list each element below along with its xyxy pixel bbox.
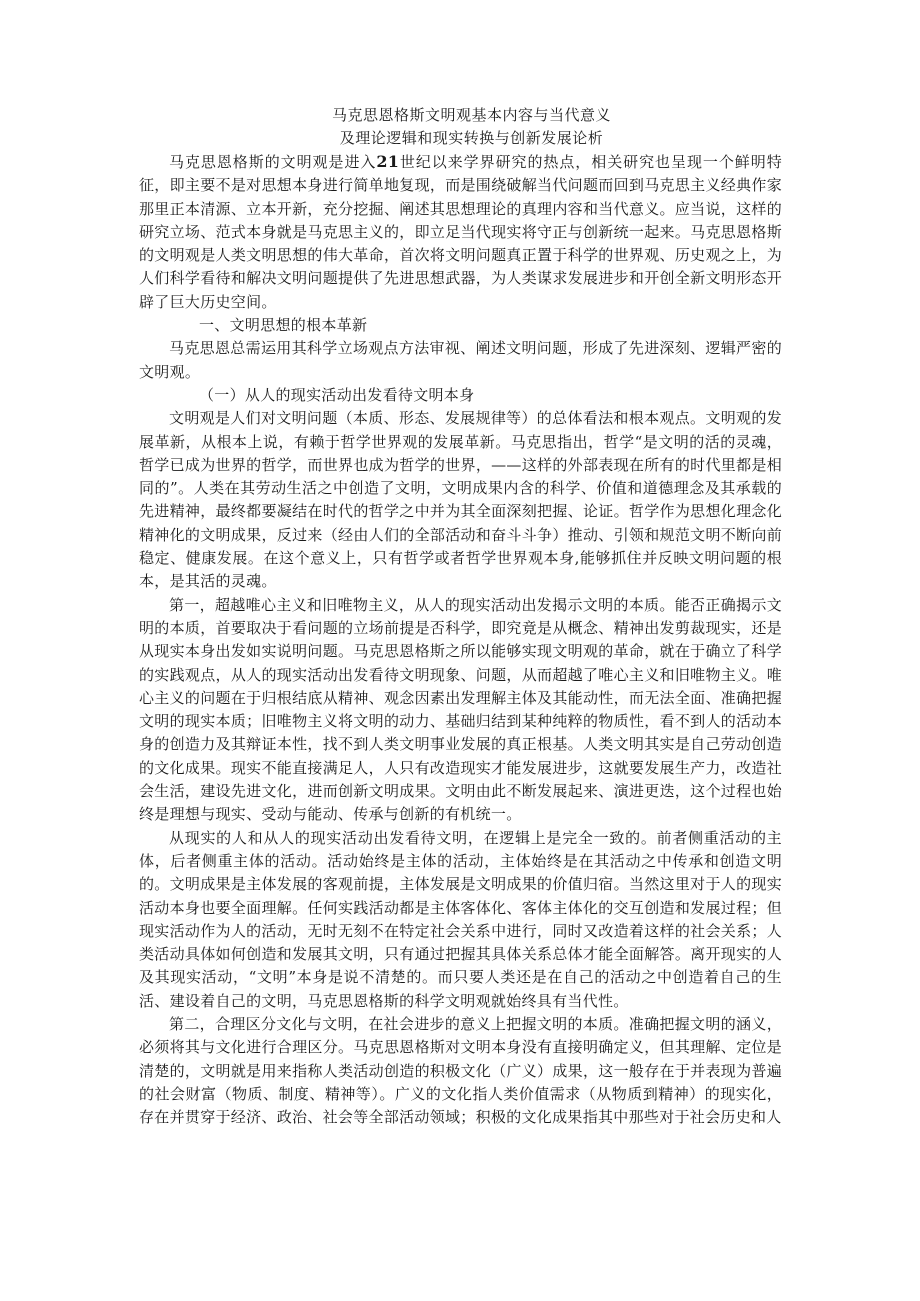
intro-text-part2: 世纪以来学界研究的热点，相关研究也呈现一个鲜明特征，即主要不是对思想本身进行简单地复现，而是围绕破解当代问题而回到马克思主义经典作家那里正本清源、立本开新，充分挖掘、阐述其思想理论的真理内容和当代意义。应当说，这样的研究立场、范式本身就是马克思主义的，即立足当代现实将守正与创新统一起来。马克思恩格斯的文明观是人类文明思想的伟大革命，首次将文明问题真正置于科学的世界观、历史观之上，为人们科学看待和解决文明问题提供了先进思想武器，为人类谋求发展进步和开创全新文明形态开辟了巨大历史空间。 <box>139 153 782 311</box>
section-heading-1: 一、文明思想的根本革新 <box>199 316 368 335</box>
document-title-line1: 马克思恩格斯文明观基本内容与当代意义 <box>331 106 611 124</box>
paragraph-3: 第一，超越唯心主义和旧唯物主义，从人的现实活动出发揭示文明的本质。能否正确揭示文明的本质，首要取决于看问题的立场前提是否科学，即究竟是从概念、精神出发剪裁现实，还是从现实本身出发如实说明问题。马克思恩格斯之所以能够实现文明观的革命，就在于确立了科学的实践观点，从人的现实活动出发看待文明现象、问题，从而超越了唯心主义和旧唯物主义。唯心主义的问题在于归根结底从精神、观念因素出发理解主体及其能动性，而无法全面、准确把握文明的现实本质；旧唯物主义将文明的动力、基础归结到某种纯粹的物质性，看不到人的活动本身的创造力及其辩证本性，找不到人类文明事业发展的真正根基。人类文明其实是自己劳动创造的文化成果。现实不能直接满足人，人只有改造现实才能发展进步，这就要发展生产力，改造社会生活，建设先进文化，进而创新文明成果。文明由此不断发展起来、演进更迭，这个过程也始终是理想与现实、受动与能动、传承与创新的有机统一。 <box>139 595 782 824</box>
paragraph-1: 马克思恩总需运用其科学立场观点方法审视、阐述文明问题，形成了先进深刻、逻辑严密的文明观。 <box>139 339 782 381</box>
document-title-line2: 及理论逻辑和现实转换与创新发展论析 <box>339 129 604 147</box>
paragraph-5: 第二，合理区分文化与文明，在社会进步的意义上把握文明的本质。准确把握文明的涵义，必须将其与文化进行合理区分。马克思恩格斯对文明本身没有直接明确定义，但其理解、定位是清楚的，文明就是用来指称人类活动创造的积极文化（广义）成果，这一般存在于并表现为普遍的社会财富（物质、制度、精神等）。广义的文化指人类价值需求（从物质到精神）的现实化，存在并贯穿于经济、政治、社会等全部活动领域；积极的文化成果指其中那些对于社会历史和人 <box>139 1014 782 1127</box>
paragraph-2: 文明观是人们对文明问题（本质、形态、发展规律等）的总体看法和根本观点。文明观的发展革新，从根本上说，有赖于哲学世界观的发展革新。马克思指出，哲学“是文明的活的灵魂，哲学已成为世界的哲学，而世界也成为哲学的世界，——这样的外部表现在所有的时代里都是相同的”。人类在其劳动生活之中创造了文明，文明成果内含的科学、价值和道德理念及其承载的先进精神，最终都要凝结在时代的哲学之中并为其全面深刻把握、论证。哲学作为思想化理念化精神化的文明成果，反过来（经由人们的全部活动和奋斗斗争）推动、引领和规范文明不断向前稳定、健康发展。在这个意义上，只有哲学或者哲学世界观本身,能够抓住并反映文明问题的根本，是其活的灵魂。 <box>139 409 782 591</box>
paragraph-4: 从现实的人和从人的现实活动出发看待文明，在逻辑上是完全一致的。前者侧重活动的主体，后者侧重主体的活动。活动始终是主体的活动，主体始终是在其活动之中传承和创造文明的。文明成果是主体发展的客观前提，主体发展是文明成果的价值归宿。当然这里对于人的现实活动本身也要全面理解。任何实践活动都是主体客体化、客体主体化的交互创造和发展过程；但现实活动作为人的活动，无时无刻不在特定社会关系中进行，同时又改造着这样的社会关系；人类活动具体如何创造和发展其文明，只有通过把握其具体关系总体才能全面解答。离开现实的人及其现实活动，“文明”本身是说不清楚的。而只要人类还是在自己的活动之中创造着自己的生活、建设着自己的文明，马克思恩格斯的科学文明观就始终具有当代性。 <box>139 828 782 1010</box>
intro-text-part1: 马克思恩格斯的文明观是进入 <box>169 153 377 171</box>
intro-paragraph <box>139 150 782 314</box>
subsection-heading-1: （一）从人的现实活动出发看待文明本身 <box>199 385 475 404</box>
document-page <box>139 104 782 1129</box>
intro-century-number: 21 <box>376 152 400 171</box>
